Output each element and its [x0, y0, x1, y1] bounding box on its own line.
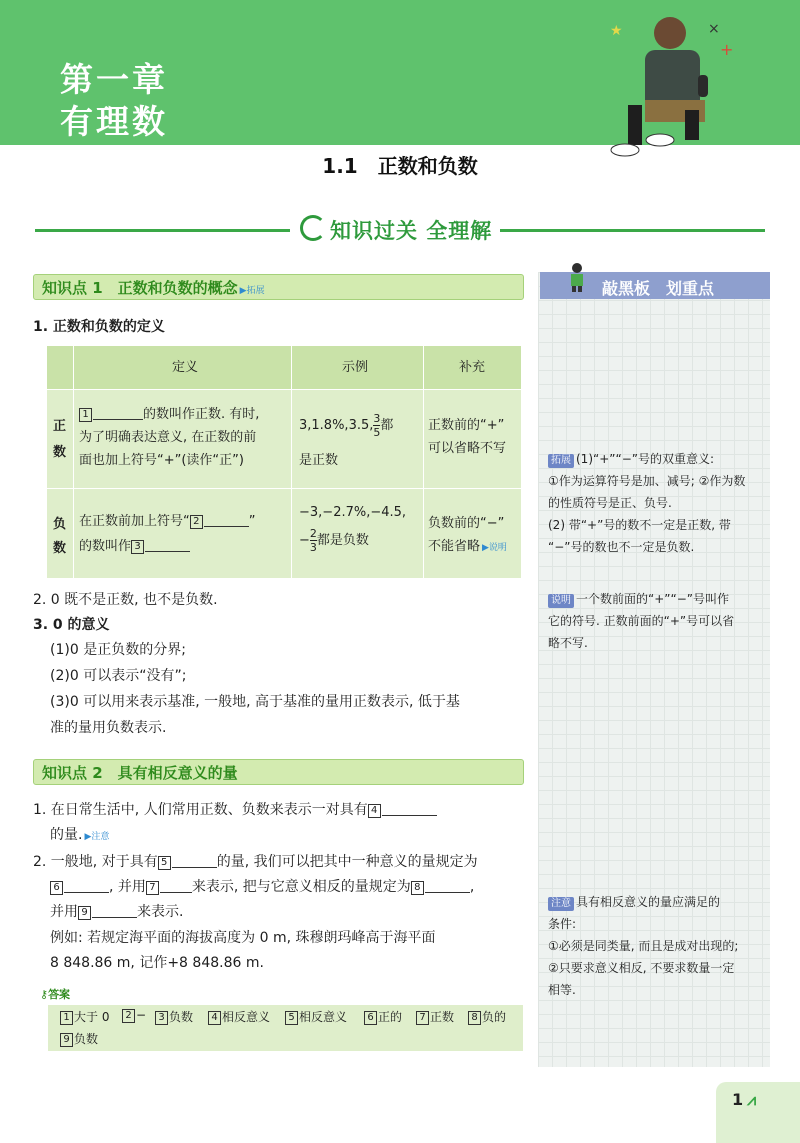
kp2-item-2: 2. 一般地, 对于具有 5 的量, 我们可以把其中一种意义的量规定为: [33, 854, 478, 870]
negative-supplement-1: 负数前的“−”: [428, 516, 505, 531]
row-label-positive-2: 数: [53, 445, 67, 460]
header-definition: 定义: [172, 360, 199, 375]
answer-item: 8 负的: [468, 1008, 506, 1025]
answer-blank[interactable]: [204, 526, 249, 527]
row-label-negative-1: 负: [53, 517, 67, 532]
zero-meaning-3: (3)0 可以用来表示基准, 一般地, 高于基准的量用正数表示, 低于基: [50, 694, 460, 710]
header-example: 示例: [342, 360, 369, 375]
answer-blank[interactable]: [64, 892, 109, 893]
compass-icon: ⩘: [747, 1090, 757, 1109]
positive-example-line2: 是正数: [299, 453, 339, 468]
knowledge-point-1-header: [33, 274, 524, 300]
positive-supplement-1: 正数前的“+”: [428, 418, 505, 433]
blank-number: 1: [79, 408, 92, 422]
sidebar-note-explain: 说明 一个数前面的“+”“−”号叫作 它的符号. 正数前面的“+”号可以省 略不写.: [548, 592, 735, 650]
sidebar-note-attention: 注意 具有相反意义的量应满足的 条件: ①必须是同类量, 而且是成对出现的; ②只要求意义相反, 不要求数量一定 相等.: [548, 895, 739, 997]
answer-item: 1 大于 0: [60, 1008, 109, 1025]
svg-text:×: ×: [708, 21, 720, 37]
explain-badge: 说明: [548, 594, 574, 608]
answer-item: 2 −: [122, 1008, 146, 1023]
answer-blank[interactable]: [160, 892, 192, 893]
teacher-icon: [568, 262, 586, 292]
positive-definition: 1 的数叫作正数. 有时,: [79, 404, 259, 425]
banner-divider-left: [35, 229, 290, 232]
knowledge-point-2-header: [33, 759, 524, 785]
answer-blank[interactable]: [382, 815, 437, 816]
answer-item: 5 相反意义: [285, 1008, 347, 1025]
note-tag[interactable]: ▶注意: [84, 832, 110, 842]
definition-heading: 1. 正数和负数的定义: [33, 319, 165, 335]
answer-item: 7 正数: [416, 1008, 454, 1025]
answers-box: [48, 1005, 523, 1051]
kp2-example: 例如: 若规定海平面的海拔高度为 0 m, 珠穆朗玛峰高于海平面: [50, 930, 436, 946]
positive-example: 3,1.8%,3.5, $\frac{3}{5}$ 都: [299, 412, 394, 439]
answer-item: 6 正的: [364, 1008, 402, 1025]
page-corner: [716, 1082, 800, 1143]
key-icon: ⚷: [40, 988, 49, 1001]
banner-title: 知识过关 全理解: [330, 219, 493, 243]
answers-label: ⚷答案: [40, 988, 71, 1001]
student-illustration: [590, 5, 770, 165]
explain-tag[interactable]: ▶说明: [482, 543, 507, 553]
extend-badge: 拓展: [548, 454, 574, 468]
zero-meaning-3-cont: 准的量用负数表示.: [50, 720, 167, 736]
extend-tag[interactable]: ▶拓展: [239, 286, 265, 296]
section-title: 1.1 正数和负数: [322, 154, 478, 178]
negative-supplement-2: 不能省略 ▶说明: [428, 539, 507, 554]
positive-definition-line2: 为了明确表达意义, 在正数的前: [79, 430, 257, 445]
zero-meaning-heading: 3. 0 的意义: [33, 617, 110, 633]
answer-blank[interactable]: [93, 419, 143, 420]
answer-blank[interactable]: [172, 867, 217, 868]
kp2-title: 知识点 2 具有相反意义的量: [42, 764, 238, 782]
answer-blank[interactable]: [92, 917, 137, 918]
sidebar-note-extend: 拓展 (1)“+”“−”号的双重意义: ①作为运算符号是加、减号; ②作为数 的性质符号是正、负号. (2) 带“+”号的数不一定是正数, 带 “−”号的数也不一定是负数.: [548, 452, 746, 554]
kp1-title: 知识点 1 正数和负数的概念: [42, 279, 238, 297]
answer-blank[interactable]: [425, 892, 470, 893]
sidebar-title: 敲黑板 划重点: [602, 279, 715, 298]
answer-item: 3 负数: [155, 1008, 193, 1025]
banner: [300, 215, 500, 245]
page-number: 1 ⩘: [732, 1090, 757, 1109]
row-label-positive-1: 正: [53, 419, 67, 434]
header-supplement: 补充: [459, 360, 486, 375]
sidebar-header: [540, 272, 770, 299]
negative-definition: 在正数前加上符号“ 2 ”: [79, 514, 256, 529]
answer-blank[interactable]: [145, 551, 190, 552]
kp2-item-1-cont: 的量. ▶注意: [50, 827, 110, 843]
swirl-icon: [300, 215, 326, 241]
kp2-item-1: 1. 在日常生活中, 人们常用正数、负数来表示一对具有 4: [33, 798, 437, 822]
kp2-example-cont: 8 848.86 m, 记作+8 848.86 m.: [50, 955, 264, 971]
attention-badge: 注意: [548, 897, 574, 911]
row-label-negative-2: 数: [53, 541, 67, 556]
zero-meaning-2: (2)0 可以表示“没有”;: [50, 668, 187, 684]
negative-definition-line2: 的数叫作 3: [79, 536, 190, 557]
positive-supplement-2: 可以省略不写: [428, 441, 507, 456]
svg-text:+: +: [720, 40, 734, 59]
kp2-item-2-line2: 6 , 并用 7 来表示, 把与它意义相反的量规定为 8 ,: [50, 875, 474, 899]
negative-example: −3,−2.7%,−4.5,: [299, 505, 407, 520]
zero-statement: 2. 0 既不是正数, 也不是负数.: [33, 592, 218, 608]
kp2-item-2-line3: 并用 9 来表示.: [50, 904, 184, 920]
answer-item: 4 相反意义: [208, 1008, 270, 1025]
negative-example-line2: − $\frac{2}{3}$ 都是负数: [299, 527, 369, 554]
chapter-number: 第一章: [60, 60, 168, 99]
positive-definition-line3: 面也加上符号“+”(读作“正”): [79, 453, 244, 468]
answer-item: 9 负数: [60, 1030, 98, 1047]
table-header-row: [47, 346, 521, 389]
svg-text:★: ★: [610, 23, 623, 39]
chapter-header: [0, 0, 800, 145]
definition-table: [47, 346, 521, 578]
zero-meaning-1: (1)0 是正负数的分界;: [50, 642, 186, 658]
chapter-title: 有理数: [60, 102, 168, 141]
banner-divider-right: [500, 229, 765, 232]
